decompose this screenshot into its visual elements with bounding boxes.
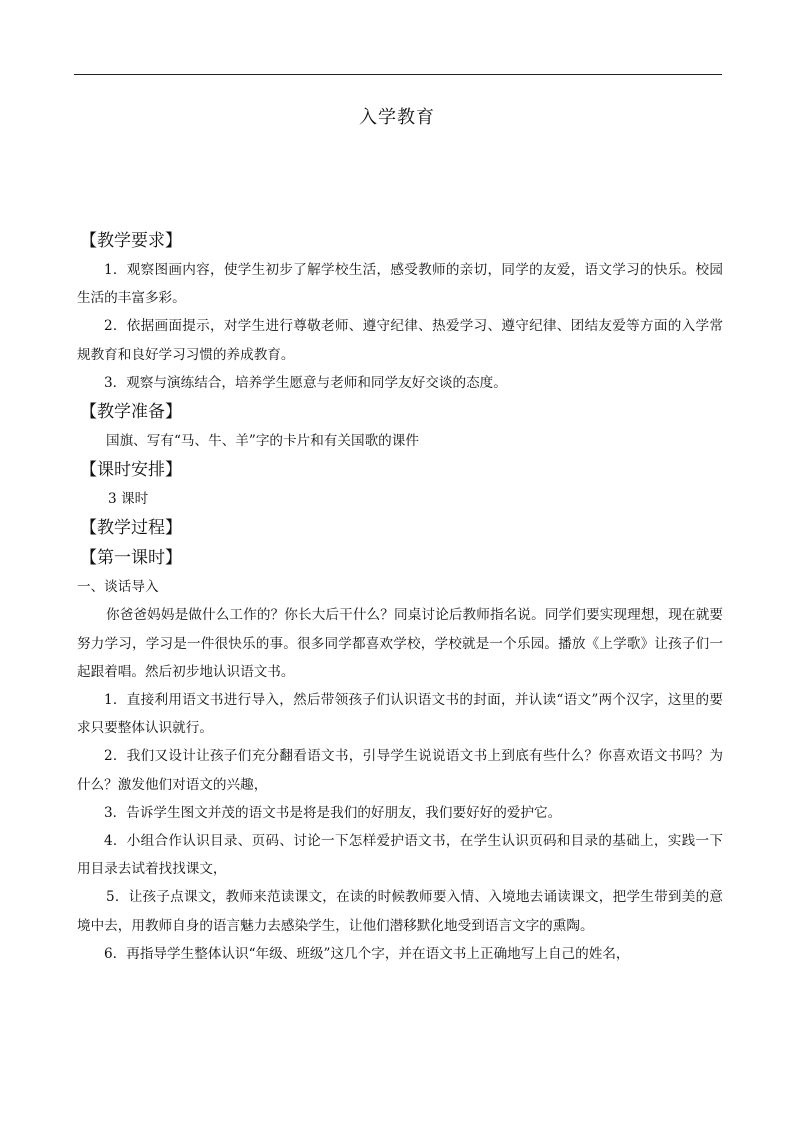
heading-process: 【教学过程】 bbox=[80, 518, 182, 539]
document-body bbox=[77, 226, 723, 968]
heading-lesson1: 【第一课时】 bbox=[80, 548, 182, 569]
heading-requirements: 【教学要求】 bbox=[80, 231, 182, 251]
step-item: 1．直接利用语文书进行导入，然后带领孩子们认识语文书的封面，并认读“语文”两个汉字，这里的要求只要整体认识就行。 bbox=[77, 692, 723, 737]
heading-preparation: 【教学准备】 bbox=[80, 402, 182, 423]
page-title: 入学教育 bbox=[359, 107, 435, 128]
intro-paragraph: 你爸爸妈妈是做什么工作的？你长大后干什么？同桌讨论后教师指名说。同学们要实现理想，现在就要努力学习，学习是一件很快乐的事。很多同学都喜欢学校，学校就是一个乐园。播放《上学歌》让孩子们一起跟着唱。然后初步地认识语文书。 bbox=[77, 607, 723, 680]
step-item: 5．让孩子点课文，教师来范读课文，在读的时候教师要入情、入境地去诵读课文，把学生带到美的意境中去，用教师自身的语言魅力去感染学生，让他们潜移默化地受到语言文字的熏陶。 bbox=[77, 889, 723, 934]
schedule-text: 3 课时 bbox=[108, 491, 149, 508]
requirement-item: 2．依据画面提示，对学生进行尊敬老师、遵守纪律、热爱学习、遵守纪律、团结友爱等方面的入学常规教育和良好学习习惯的养成教育。 bbox=[77, 318, 723, 363]
header-rule bbox=[74, 74, 722, 75]
step-item: 4．小组合作认识目录、页码、讨论一下怎样爱护语文书，在学生认识页码和目录的基础上，实践一下用目录去试着找找课文， bbox=[77, 833, 723, 878]
section-title: 一、谈话导入 bbox=[77, 579, 159, 596]
requirement-item: 1．观察图画内容，使学生初步了解学校生活，感受教师的亲切，同学的友爱，语文学习的快乐。校园生活的丰富多彩。 bbox=[77, 262, 723, 307]
step-item: 6．再指导学生整体认识“年级、班级”这几个字，并在语文书上正确地写上自己的姓名， bbox=[104, 945, 630, 962]
preparation-text: 国旗、写有“马、牛、羊”字的卡片和有关国歌的课件 bbox=[106, 433, 419, 450]
requirement-item: 3．观察与演练结合，培养学生愿意与老师和同学友好交谈的态度。 bbox=[104, 374, 507, 391]
step-item: 3．告诉学生图文并茂的语文书是将是我们的好朋友，我们要好好的爱护它。 bbox=[104, 804, 562, 821]
heading-schedule: 【课时安排】 bbox=[80, 460, 182, 481]
step-item: 2．我们又设计让孩子们充分翻看语文书，引导学生说说语文书上到底有些什么？你喜欢语文书吗？为什么？激发他们对语文的兴趣， bbox=[77, 748, 723, 793]
